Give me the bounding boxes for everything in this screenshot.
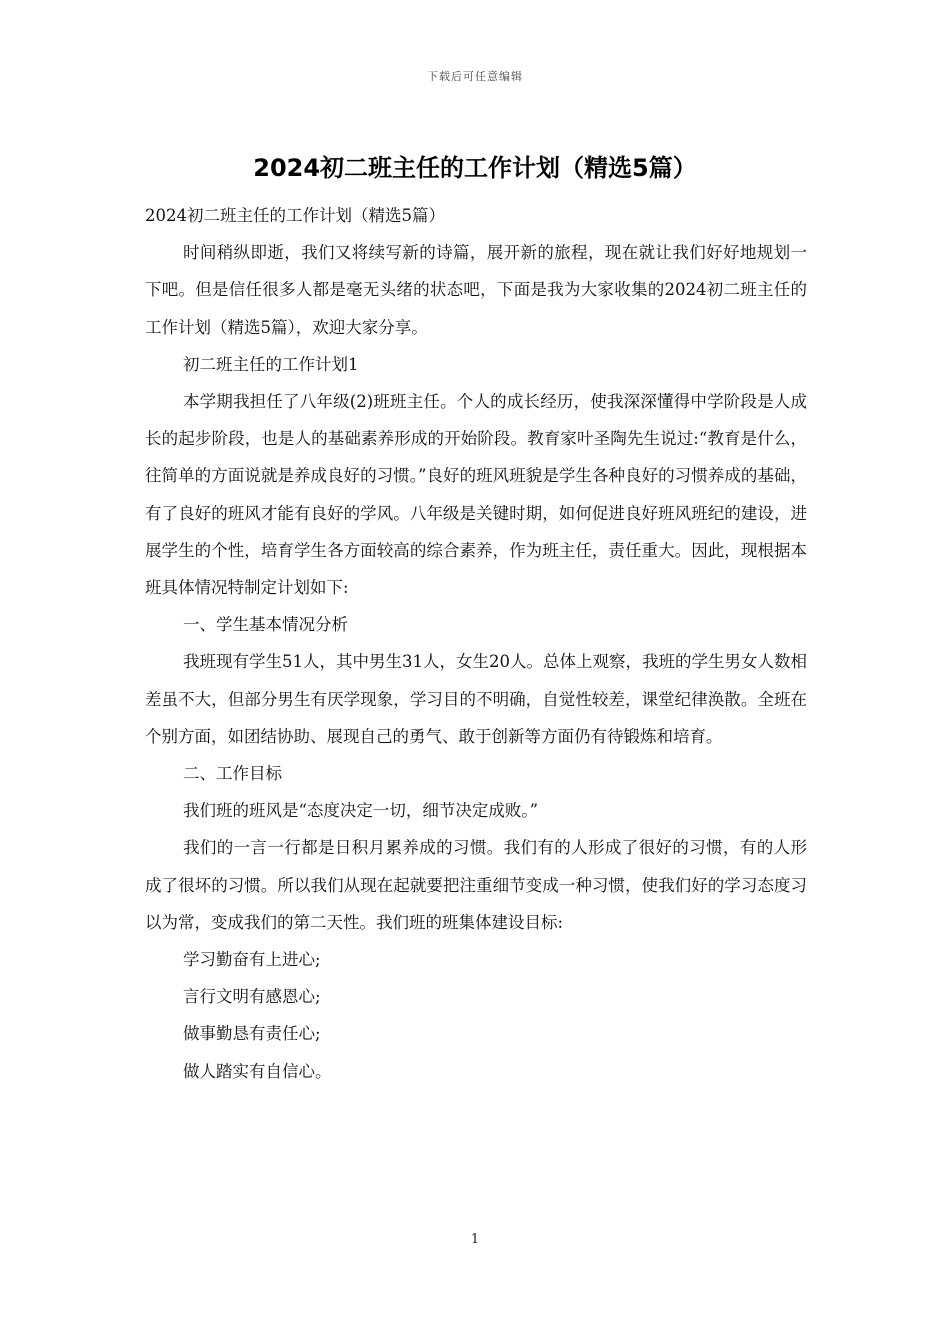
intro-paragraph: 时间稍纵即逝，我们又将续写新的诗篇，展开新的旅程，现在就让我们好好地规划一下吧。但是信任很多人都是毫无头绪的状态吧，下面是我为大家收集的2024初二班主任的工作计划（精选5篇），欢迎大家分享。 — [145, 243, 807, 337]
body-paragraph: 我们的一言一行都是日积月累养成的习惯。我们有的人形成了很好的习惯，有的人形成了很坏的习惯。所以我们从现在起就要把注重细节变成一种习惯，使我们好的学习态度习以为常，变成我们的第二天性。我们班的班集体建设目标: — [145, 838, 807, 932]
goal-item: 做事勤恳有责任心; — [182, 1024, 321, 1044]
subtitle-paragraph: 2024初二班主任的工作计划（精选5篇） — [145, 206, 445, 225]
document-body — [145, 197, 807, 1090]
header-note: 下载后可任意编辑 — [427, 70, 523, 83]
document-title: 2024初二班主任的工作计划（精选5篇） — [253, 154, 697, 182]
goal-item: 言行文明有感恩心; — [182, 987, 321, 1007]
body-paragraph: 我班现有学生51人，其中男生31人，女生20人。总体上观察，我班的学生男女人数相差虽不大，但部分男生有厌学现象，学习目的不明确，自觉性较差，课堂纪律涣散。全班在个别方面，如团结协助、展现自己的勇气、敢于创新等方面仍有待锻炼和培育。 — [145, 652, 807, 746]
page-number: 1 — [470, 1232, 480, 1247]
body-paragraph: 本学期我担任了八年级(2)班班主任。个人的成长经历，使我深深懂得中学阶段是人成长的起步阶段，也是人的基础素养形成的开始阶段。教育家叶圣陶先生说过:“教育是什么，往简单的方面说就是养成良好的习惯。”良好的班风班貌是学生各种良好的习惯养成的基础，有了良好的班风才能有良好的学风。八年级是关键时期，如何促进良好班风班纪的建设，进展学生的个性，培育学生各方面较高的综合素养，作为班主任，责任重大。因此，现根据本班具体情况特制定计划如下: — [145, 392, 807, 598]
section-heading-plan-1: 初二班主任的工作计划1 — [182, 354, 359, 374]
goal-item: 做人踏实有自信心。 — [182, 1061, 332, 1081]
goal-item: 学习勤奋有上进心; — [182, 950, 321, 970]
section-heading-student-analysis: 一、学生基本情况分析 — [182, 615, 348, 635]
section-heading-work-goals: 二、工作目标 — [182, 764, 282, 784]
body-paragraph: 我们班的班风是“态度决定一切，细节决定成败。” — [182, 801, 539, 821]
